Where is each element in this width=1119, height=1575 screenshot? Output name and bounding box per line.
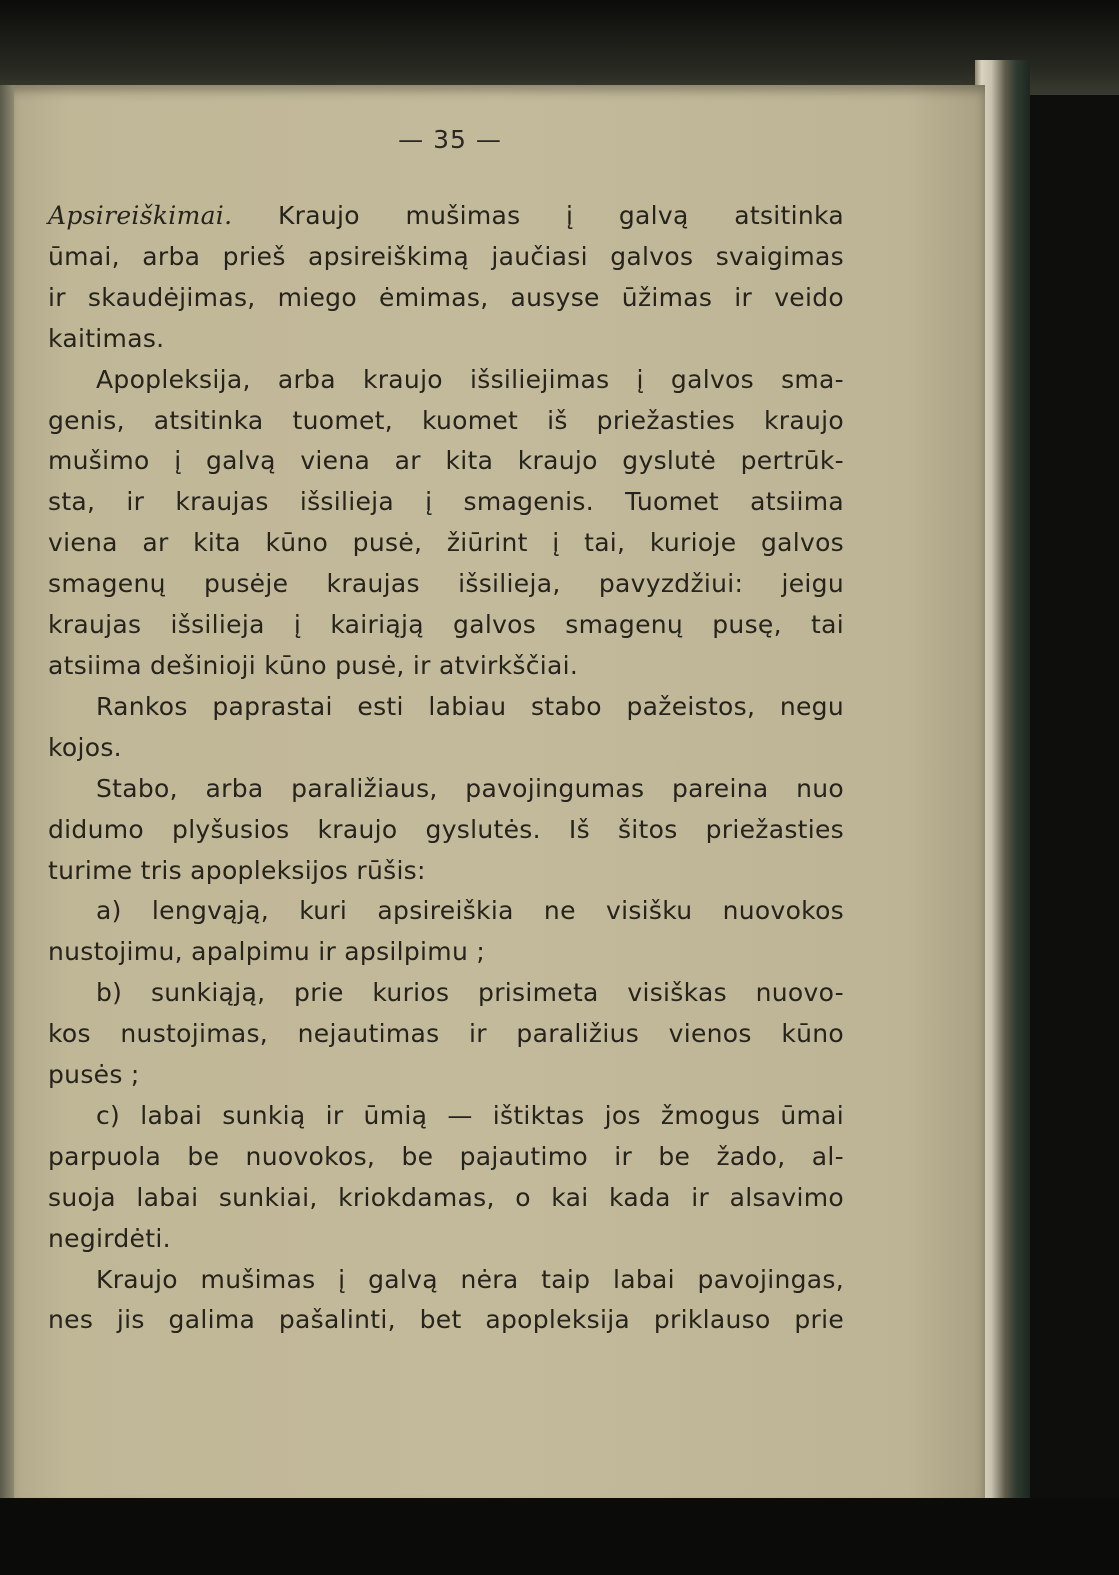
- text-line: kraujas išsilieja į kairiąją galvos smagenų pusę, tai: [48, 610, 844, 640]
- text-line: ir skaudėjimas, miego ėmimas, ausyse ūžimas ir veido: [48, 282, 844, 312]
- page-number: — 35 —: [398, 125, 502, 154]
- text-line: suoja labai sunkiai, kriokdamas, o kai kada ir alsavimo: [48, 1182, 844, 1212]
- text-line: genis, atsitinka tuomet, kuomet iš priežasties kraujo: [48, 405, 844, 435]
- text-line: didumo plyšusios kraujo gyslutės. Iš šitos priežasties: [48, 814, 844, 844]
- scan-bottom-shadow: [0, 1498, 1119, 1575]
- text-line: mušimo į galvą viena ar kita kraujo gyslutė pertrūk-: [48, 446, 844, 476]
- text-line: Stabo, arba paraližiaus, pavojingumas pareina nuo: [96, 773, 844, 803]
- scan-top-shadow: [0, 0, 1119, 95]
- text-line: nustojimu, apalpimu ir apsilpimu ;: [48, 937, 486, 967]
- text-line: Rankos paprastai esti labiau stabo pažeistos, negu: [96, 691, 844, 721]
- body-text: [48, 196, 844, 1341]
- text-line: kos nustojimas, nejautimas ir paraližius vienos kūno: [48, 1019, 844, 1049]
- text-line: parpuola be nuovokos, be pajautimo ir be žado, al-: [48, 1141, 844, 1171]
- text-line: ūmai, arba prieš apsireiškimą jaučiasi galvos svaigimas: [48, 241, 844, 271]
- text-line: turime tris apopleksijos rūšis:: [48, 855, 426, 885]
- text-line: Apopleksija, arba kraujo išsiliejimas į galvos sma-: [96, 364, 844, 394]
- text-line: kojos.: [48, 732, 122, 762]
- text-line: Kraujo mušimas į galvą nėra taip labai pavojingas,: [96, 1264, 844, 1294]
- text-line: sta, ir kraujas išsilieja į smagenis. Tuomet atsiima: [48, 487, 844, 517]
- section-heading: Apsireiškimai.: [48, 201, 233, 230]
- text-line: c) labai sunkią ir ūmią — ištiktas jos žmogus ūmai: [96, 1100, 844, 1130]
- text-line: smagenų pusėje kraujas išsilieja, pavyzdžiui: jeigu: [48, 569, 844, 599]
- text-line: pusės ;: [48, 1060, 140, 1090]
- page-gutter-edge: [0, 85, 14, 1505]
- text-line: a) lengvąją, kuri apsireiškia ne visišku nuovokos: [96, 896, 844, 926]
- text-line: kaitimas.: [48, 323, 165, 353]
- text-line: Apsireiškimai. Kraujo mušimas į galvą atsitinka: [48, 201, 844, 230]
- text-line: b) sunkiąją, prie kurios prisimeta visiškas nuovo-: [96, 978, 844, 1008]
- text-line: viena ar kita kūno pusė, žiūrint į tai, kurioje galvos: [48, 528, 844, 558]
- text-line: negirdėti.: [48, 1223, 171, 1253]
- text-line: atsiima dešinioji kūno pusė, ir atvirkščiai.: [48, 650, 579, 680]
- text-line: nes jis galima pašalinti, bet apopleksija priklauso prie: [48, 1305, 844, 1335]
